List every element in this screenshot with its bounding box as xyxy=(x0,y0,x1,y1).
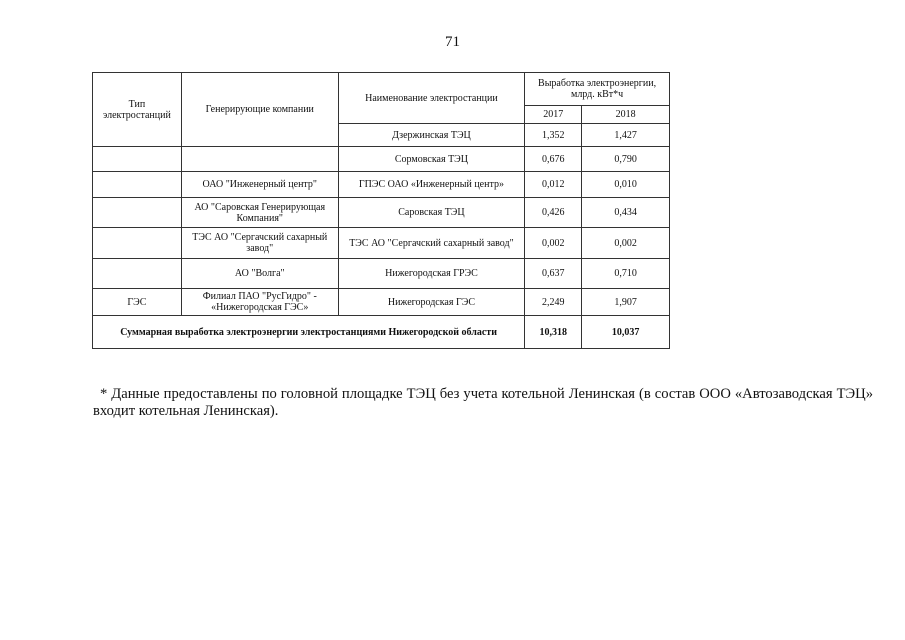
station-cell: ГПЭС ОАО «Инженерный центр» xyxy=(338,172,524,198)
table-row xyxy=(93,198,670,228)
value-2017-cell: 0,012 xyxy=(525,172,582,198)
value-2018-cell: 0,710 xyxy=(582,259,670,289)
energy-production-table xyxy=(92,72,670,349)
page-number: 71 xyxy=(445,34,460,50)
total-2018-cell: 10,037 xyxy=(582,316,670,349)
plant-type-cell xyxy=(93,228,182,259)
header-year-2017: 2017 xyxy=(525,106,582,124)
plant-type-cell xyxy=(93,147,182,172)
plant-type-cell xyxy=(93,259,182,289)
header-plant-type: Тип электростанций xyxy=(93,73,182,147)
total-label: Суммарная выработка электроэнергии электростанциями Нижегородской области xyxy=(93,316,525,349)
station-cell: Нижегородская ГЭС xyxy=(338,289,524,316)
value-2018-cell: 1,427 xyxy=(582,124,670,147)
value-2017-cell: 1,352 xyxy=(525,124,582,147)
company-cell: АО "Волга" xyxy=(181,259,338,289)
value-2018-cell: 0,010 xyxy=(582,172,670,198)
company-cell: ТЭС АО "Сергачский сахарный завод" xyxy=(181,228,338,259)
table-row xyxy=(93,147,670,172)
plant-type-cell xyxy=(93,172,182,198)
value-2017-cell: 0,002 xyxy=(525,228,582,259)
table-total-row xyxy=(93,316,670,349)
table-row xyxy=(93,289,670,316)
footnote: * Данные предоставлены по головной площадке ТЭЦ без учета котельной Ленинская (в состав ООО «Автозаводская ТЭЦ» входит котельная Ленинская). xyxy=(93,385,873,419)
value-2017-cell: 0,426 xyxy=(525,198,582,228)
header-generating-companies: Генерирующие компании xyxy=(181,73,338,147)
value-2017-cell: 0,637 xyxy=(525,259,582,289)
plant-type-cell: ГЭС xyxy=(93,289,182,316)
station-cell: Саровская ТЭЦ xyxy=(338,198,524,228)
value-2017-cell: 0,676 xyxy=(525,147,582,172)
value-2018-cell: 0,002 xyxy=(582,228,670,259)
value-2018-cell: 0,790 xyxy=(582,147,670,172)
table-row xyxy=(93,172,670,198)
table-row xyxy=(93,228,670,259)
company-cell: ОАО "Инженерный центр" xyxy=(181,172,338,198)
table-header-row xyxy=(93,73,670,106)
value-2018-cell: 0,434 xyxy=(582,198,670,228)
station-cell: ТЭС АО "Сергачский сахарный завод" xyxy=(338,228,524,259)
station-cell: Дзержинская ТЭЦ xyxy=(338,124,524,147)
company-cell xyxy=(181,147,338,172)
value-2018-cell: 1,907 xyxy=(582,289,670,316)
plant-type-cell xyxy=(93,198,182,228)
total-2017-cell: 10,318 xyxy=(525,316,582,349)
header-station-name: Наименование электростанции xyxy=(338,73,524,124)
table-row xyxy=(93,259,670,289)
header-energy-output: Выработка электроэнергии, млрд. кВт*ч xyxy=(525,73,670,106)
header-year-2018: 2018 xyxy=(582,106,670,124)
station-cell: Нижегородская ГРЭС xyxy=(338,259,524,289)
value-2017-cell: 2,249 xyxy=(525,289,582,316)
company-cell: АО "Саровская Генерирующая Компания" xyxy=(181,198,338,228)
station-cell: Сормовская ТЭЦ xyxy=(338,147,524,172)
company-cell: Филиал ПАО "РусГидро" - «Нижегородская ГЭС» xyxy=(181,289,338,316)
